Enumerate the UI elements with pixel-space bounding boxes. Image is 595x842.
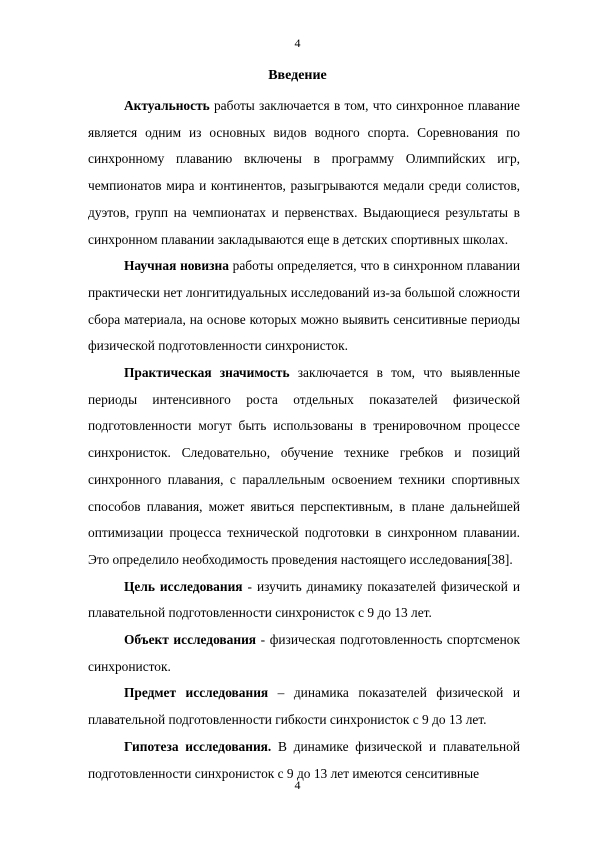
- page-number-bottom: 4: [294, 778, 301, 792]
- paragraph-label: Объект исследования: [124, 632, 257, 648]
- document-body: [88, 93, 520, 787]
- paragraph-label: Актуальность: [124, 98, 210, 113]
- paragraph-text: - изучить динамику показателей физической и плавательной подготовленности синхронисток с 9 до 13 лет.: [88, 578, 520, 621]
- paragraph-label: Предмет исследования: [124, 685, 269, 701]
- page-title: Введение: [268, 68, 327, 83]
- paragraph-label: Практическая значимость: [124, 365, 290, 381]
- paragraph-label: Цель исследования: [124, 578, 243, 594]
- paragraph-text: работы заключается в том, что синхронное плавание является одним из основных видов водного спорта. Соревнования по синхронному плаванию включены в программу Олимпийских игр, чемпионатов мира и континентов, разыгрываются медали среди солистов, дуэтов, групп на чемпионатах и первенствах. Выдающиеся результаты в синхронном плавании закладываются еще в детских спортивных школах.: [88, 98, 520, 247]
- paragraph-label: Гипотеза исследования.: [124, 738, 272, 754]
- paragraph-text: работы определяется, что в синхронном плавании практически нет лонгитидуальных исследований из-за большой сложности сбора материала, на основе которых можно выявить сенситивные периоды физической подготовленности синхронисток.: [88, 258, 520, 354]
- paragraph-text: В динамике физической и плавательной подготовленности синхронисток с 9 до 13 лет имеются сенситивные: [88, 738, 520, 781]
- paragraph-text: заключается в том, что выявленные периоды интенсивного роста отдельных показателей физической подготовленности могут быть использованы в тренировочном процессе синхронисток. Следовательно, обучение технике гребков и позиций синхронного плавания, с параллельным освоением техники спортивных способов плавания, может явиться перспективным, в плане дальнейшей оптимизации процесса технической подготовки в синхронном плавании. Это определило необходимость проведения настоящего исследования[38].: [88, 365, 521, 567]
- paragraph-label: Научная новизна: [124, 258, 229, 274]
- paragraph-significance: [88, 360, 520, 574]
- paragraph-text: - физическая подготовленность спортсменок синхронисток.: [88, 632, 520, 674]
- paragraph-novelty: [88, 253, 520, 360]
- paragraph-goal: [88, 574, 520, 627]
- paragraph-relevance: [88, 93, 520, 253]
- paragraph-object: [88, 627, 520, 680]
- page-number-top: 4: [294, 36, 301, 50]
- paragraph-text: – динамика показателей физической и плавательной подготовленности гибкости синхронисток с 9 до 13 лет.: [88, 685, 520, 728]
- paragraph-subject: [88, 680, 520, 733]
